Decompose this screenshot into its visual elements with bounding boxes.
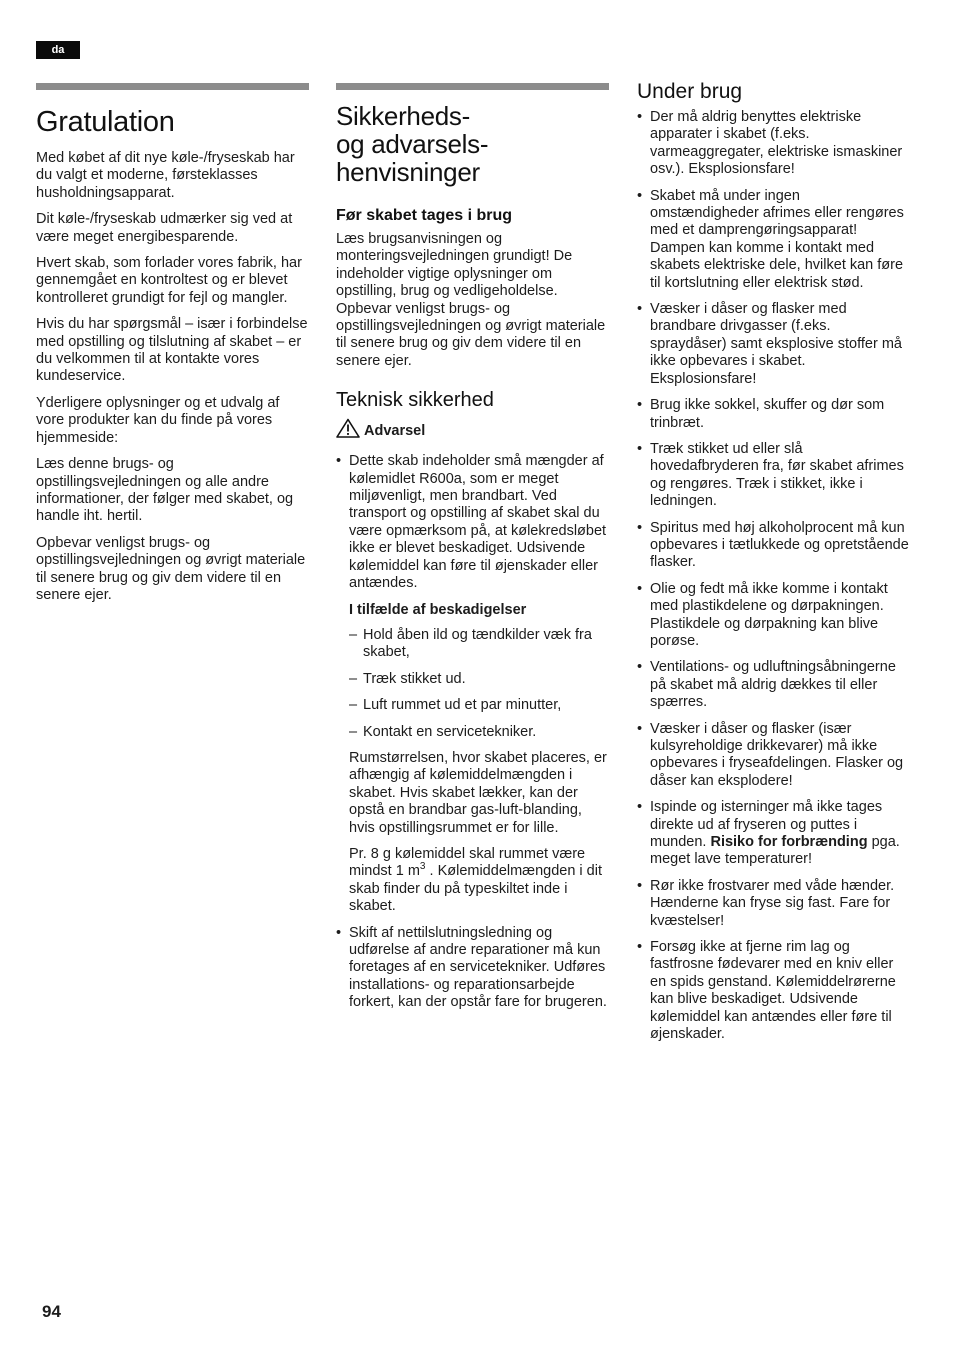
list-item: • Ispinde og isterninger må ikke tages direkte ud af fryseren og puttes i munden. Risiko for forbrænding pga. meget lave temperaturer! — [637, 799, 900, 868]
refrigerant-text — [349, 846, 609, 916]
bullet-text: Skift af nettilslutningsledning og udførelse af andre reparationer må kun foretages af en servicetekniker. Udføres installations- og reparationsarbejde forkert, kan der opstår fare for brugeren. — [349, 924, 607, 1011]
list-item: • Forsøg ikke at fjerne rim lag og fastfrosne fødevarer med en kniv eller en spids genstand. Kølemiddelrørerne kan blive beskadiget. Udsivende kølemiddel kan antændes eller føre til øjenskader. — [637, 939, 896, 1043]
bullet-text: Brug ikke sokkel, skuffer og dør som trinbræt. — [650, 397, 885, 431]
technical-safety-list — [336, 453, 609, 1011]
bullet-text: Ispinde og isterninger må ikke tages direkte ud af fryseren og puttes i munden. — [650, 799, 883, 851]
room-size-text: Rumstørrelsen, hvor skabet placeres, er afhængig af kølemiddelmængden i skabet. Hvis skabet lækker, kan der opstå en brandbar gas-luft-blanding, hvis opstillingsrummet er for lille. — [349, 749, 607, 836]
section-rule — [336, 83, 609, 90]
bullet-text: Væsker i dåser og flasker (især kulsyreholdige drikkevarer) må ikke opbevares i fryseafdelingen. Flasker og dåser kan eksplodere! — [650, 720, 904, 789]
bullet-text: Rør ikke frostvarer med våde hænder. Hænderne kan fryse sig fast. Fare for kvæstelser! — [650, 877, 895, 929]
list-item: • Spiritus med høj alkoholprocent må kun opbevares i tætlukkede og opretstående flasker. — [637, 519, 909, 571]
list-item: – Luft rummet ud et par minutter, — [349, 697, 562, 714]
before-use-paragraph: Læs brugsanvisningen og monteringsvejledningen grundigt! De indeholder vigtige oplysninger om opstilling, brug og vedligeholdelse. Opbevar venligst brugs- og opstillingsvejledningen og øvrigt materiale til senere brug og giv dem videre til en senere ejer. — [336, 231, 606, 369]
bullet-text: Væsker i dåser og flasker med brandbare drivgasser (f.eks. spraydåser) samt eksplosive stoffer må ikke opbevares i skabet. Eksplosionsfare! — [650, 301, 902, 387]
list-item: • Væsker i dåser og flasker (især kulsyreholdige drikkevarer) må ikke opbevares i fryseafdelingen. Flasker og dåser kan eksplodere! — [637, 720, 904, 789]
damage-steps — [349, 627, 609, 741]
list-item: • Dette skab indeholder små mængder af kølemidlet R600a, som er meget miljøvenligt, men brandbart. Ved transport og opstilling af skabet skal du være opmærksom på, at kølekredsløbet ikke er blevet beskadiget. Udsivende kølemiddel kan føre til øjenskader eller antændes. I tilfælde af beskadigelser – Hold åben ild og tændkilder væk fra skabet, – Træk stikket ud. – Luft rummet ud et par minutter, – Kontakt en servicetekniker. Rumstørrelsen, hvor skabet placeres, er afhængig af kølemiddelmængden i skabet. Hvis skabet lækker, kan der opstå en brandbar gas-luft-blanding, hvis opstillingsrummet er for lille. Pr. 8 g kølemiddel skal rummet være mindst 1 $m^3$ . Kølemiddelmængden i dit skab finder du på typeskiltet inde i skabet. — [336, 453, 609, 915]
list-item: – Kontakt en servicetekniker. — [349, 723, 537, 740]
gratulation-paragraph: Hvert skab, som forlader vores fabrik, har gennemgået en kontroltest og er blevet kontrolleret grundigt for fejl og mangler. — [36, 255, 302, 306]
technical-safety-heading: Teknisk sikkerhed — [336, 389, 494, 412]
gratulation-column — [36, 83, 309, 613]
gratulation-paragraph: Læs denne brugs- og opstillingsvejledningen og alle andre informationer, der følger med skabet, og handle iht. hertil. — [36, 456, 294, 525]
step-text: Luft rummet ud et par minutter, — [363, 697, 562, 714]
safety-title-line: Sikkerheds- — [336, 101, 470, 131]
bullet-text: Forsøg ikke at fjerne rim lag og fastfrosne fødevarer med en kniv eller en spids genstand. Kølemiddelrørerne kan blive beskadiget. Udsivende kølemiddel kan antændes eller føre til øjenskader. — [650, 939, 896, 1043]
bullet-text: Træk stikket ud eller slå hovedafbryderen fra, før skabet afrimes og rengøres. Træk i stikket, ikke i ledningen. — [650, 440, 904, 510]
list-item: • Brug ikke sokkel, skuffer og dør som trinbræt. — [637, 397, 885, 431]
bullet-text: Ventilations- og udluftningsåbningerne på skabet må aldrig dækkes til eller spærres. — [650, 659, 896, 711]
safety-title-line: og advarsels- — [336, 129, 489, 159]
under-use-heading: Under brug — [637, 80, 743, 103]
damage-heading: I tilfælde af beskadigelser — [349, 601, 527, 618]
list-item: • Skift af nettilslutningsledning og udførelse af andre reparationer må kun foretages af en servicetekniker. Udføres installations- og reparationsarbejde forkert, kan der opstår fare for brugeren. — [336, 924, 607, 1011]
safety-column — [336, 83, 609, 1021]
bullet-text: Olie og fedt må ikke komme i kontakt med plastikdelene og dørpakningen. Plastikdele og dørpakning kan blive porøse. — [650, 580, 888, 649]
bullet-text: Skabet må under ingen omstændigheder afrimes eller rengøres med et damprengøringsapparat! Dampen kan komme i kontakt med skabets elektriske dele, hvilket kan føre til kortslutning eller elektrisk stød. — [650, 187, 904, 291]
gratulation-paragraph: Dit køle-/fryseskab udmærker sig ved at være meget energibesparende. — [36, 211, 293, 245]
section-rule — [36, 83, 309, 90]
refrigerant-text-start: Pr. 8 g kølemiddel skal rummet være mindst 1 m — [349, 845, 586, 880]
step-text: Træk stikket ud. — [363, 670, 466, 687]
list-item: • Skabet må under ingen omstændigheder afrimes eller rengøres med et damprengøringsapparat! Dampen kan komme i kontakt med skabets elektriske dele, hvilket kan føre til kortslutning eller elektrisk stød. — [637, 187, 904, 291]
language-badge: da — [36, 41, 80, 59]
list-item: • Olie og fedt må ikke komme i kontakt med plastikdelene og dørpakningen. Plastikdele og dørpakning kan blive porøse. — [637, 580, 888, 649]
warning-text: Advarsel — [364, 422, 426, 439]
before-use-heading: Før skabet tages i brug — [336, 207, 513, 224]
bullet-text: Der må aldrig benyttes elektriske apparater i skabet (f.eks. varmeaggregater, elektriske ismaskiner osv.). Eksplosionsfare! — [650, 109, 903, 178]
under-use-column — [637, 80, 909, 1053]
list-item: • Træk stikket ud eller slå hovedafbryderen fra, før skabet afrimes og rengøres. Træk i stikket, ikke i ledningen. — [637, 440, 904, 510]
under-use-list — [637, 109, 909, 1044]
gratulation-paragraph: Opbevar venligst brugs- og opstillingsvejledningen og øvrigt materiale til senere brug og giv dem videre til en senere ejer. — [36, 534, 306, 603]
list-item: • Der må aldrig benyttes elektriske apparater i skabet (f.eks. varmeaggregater, elektriske ismaskiner osv.). Eksplosionsfare! — [637, 109, 903, 178]
bullet-text: Dette skab indeholder små mængder af kølemidlet R600a, som er meget miljøvenligt, men brandbart. Ved transport og opstilling af skabet skal du være opmærksom på, at kølekredsløbet ikke er blevet beskadiget. Udsivende kølemiddel kan føre til øjenskader eller antændes. — [349, 453, 607, 592]
safety-title — [336, 102, 609, 186]
warning-triangle-icon — [336, 418, 360, 443]
warning-label — [336, 418, 609, 443]
page-number: 94 — [42, 1302, 61, 1321]
superscript: 3 — [419, 861, 426, 873]
list-item: • Rør ikke frostvarer med våde hænder. Hænderne kan fryse sig fast. Fare for kvæstelser! — [637, 877, 895, 929]
step-text: Kontakt en servicetekniker. — [363, 723, 537, 740]
bullet-text: pga. meget lave temperaturer! — [650, 834, 900, 868]
gratulation-title: Gratulation — [36, 106, 175, 138]
gratulation-paragraph: Hvis du har spørgsmål – især i forbindelse med opstilling og tilslutning af skabet – er du velkommen til at kontakte vores kundeservice. — [36, 316, 308, 385]
bold-warning-text: Risiko for forbrænding — [710, 834, 868, 851]
list-item: • Ventilations- og udluftningsåbningerne på skabet må aldrig dækkes til eller spærres. — [637, 659, 896, 711]
gratulation-paragraph: Yderligere oplysninger og et udvalg af vore produkter kan du finde på vores hjemmeside: — [36, 394, 280, 446]
list-item: – Hold åben ild og tændkilder væk fra skabet, — [349, 626, 592, 661]
gratulation-paragraph: Med købet af dit nye køle-/fryseskab har du valgt et moderne, førsteklasses husholdningsapparat. — [36, 150, 295, 201]
list-item: • Væsker i dåser og flasker med brandbare drivgasser (f.eks. spraydåser) samt eksplosive stoffer må ikke opbevares i skabet. Eksplosionsfare! — [637, 301, 902, 387]
refrigerant-text-end: . Kølemiddelmængden i dit skab finder du på typeskiltet inde i skabet. — [349, 863, 602, 915]
step-text: Hold åben ild og tændkilder væk fra skabet, — [363, 626, 592, 661]
safety-title-line: henvisninger — [336, 157, 480, 187]
list-item: – Træk stikket ud. — [349, 670, 466, 687]
bullet-text: Spiritus med høj alkoholprocent må kun opbevares i tætlukkede og opretstående flasker. — [650, 519, 909, 571]
